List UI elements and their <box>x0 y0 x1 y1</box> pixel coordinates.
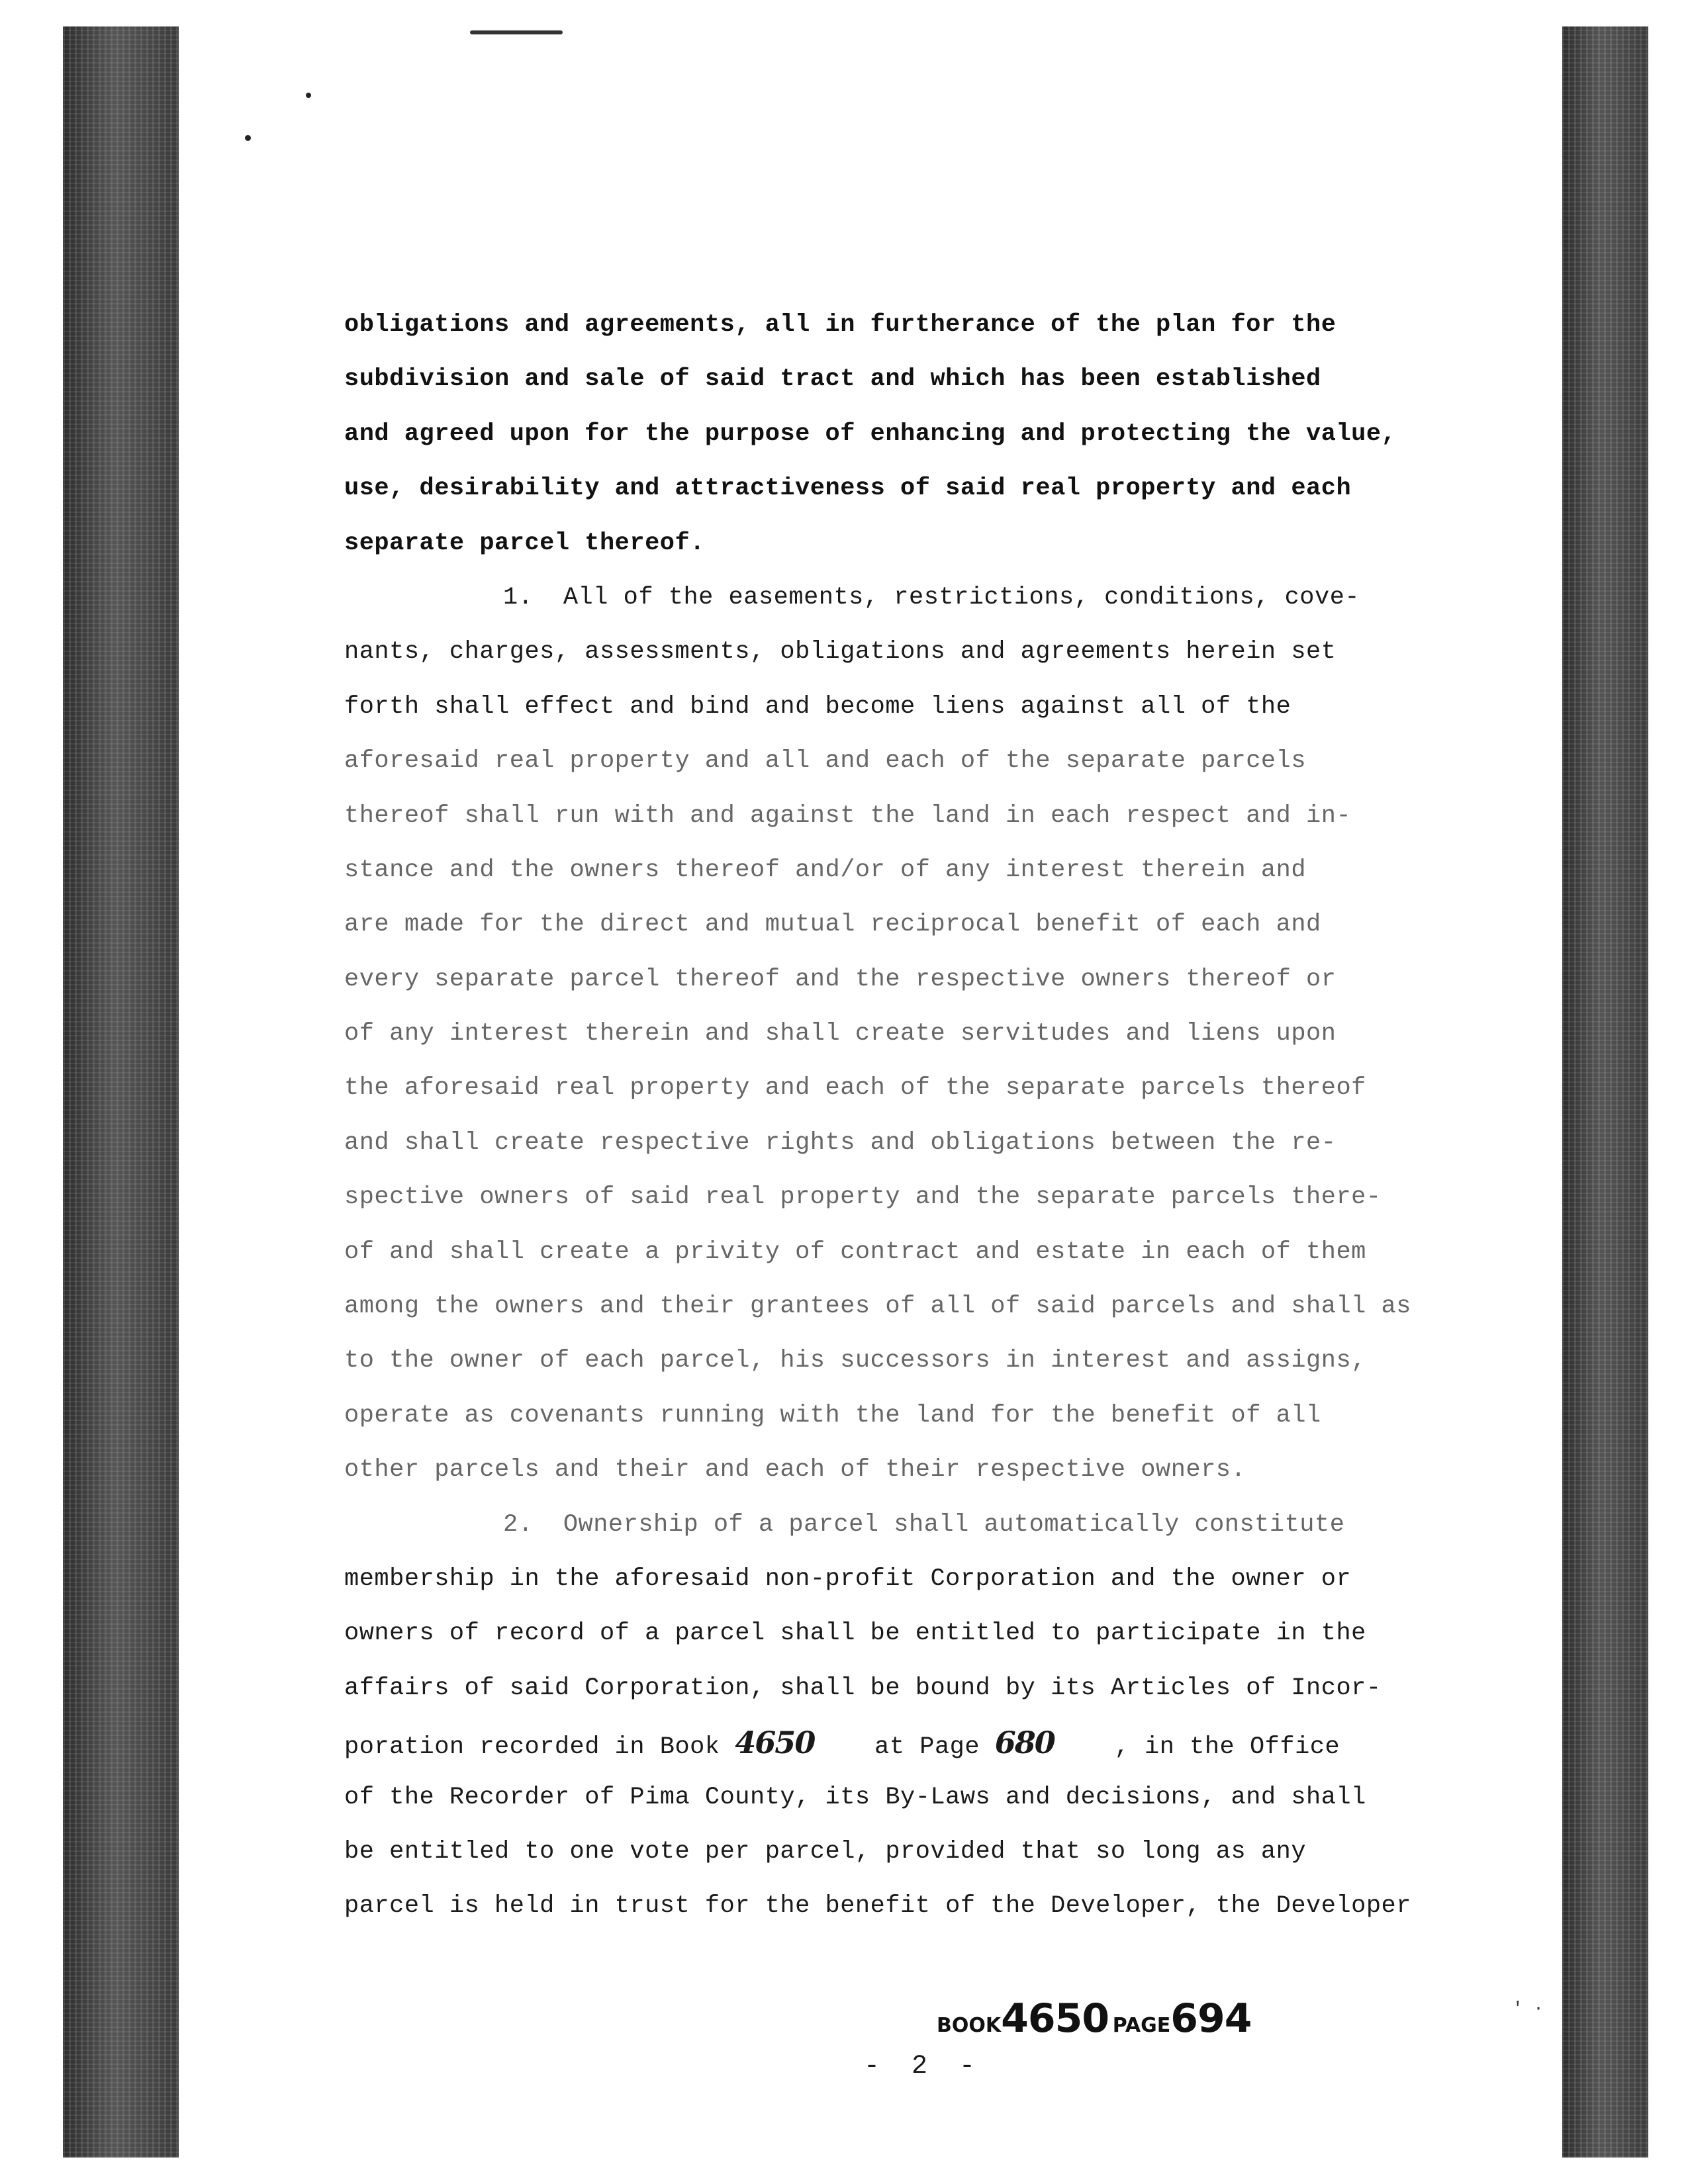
handwritten-entry: 4650 <box>735 1725 815 1761</box>
text-segment: use, desirability and attractiveness of said real property and each <box>344 475 1352 503</box>
text-segment: affairs of said Corporation, shall be bound by its Articles of Incor- <box>344 1674 1382 1702</box>
scan-speck <box>245 135 251 141</box>
text-segment: 1. All of the easements, restrictions, conditions, cove- <box>503 583 1360 612</box>
text-line <box>344 734 1509 788</box>
scan-mark-top <box>470 30 563 34</box>
text-line <box>344 1498 1509 1552</box>
text-segment: other parcels and their and each of their respective owners. <box>344 1456 1246 1484</box>
text-segment: to the owner of each parcel, his successors in interest and assigns, <box>344 1347 1366 1375</box>
text-line <box>344 1825 1509 1879</box>
text-segment: separate parcel thereof. <box>344 529 705 557</box>
text-segment: obligations and agreements, all in furtherance of the plan for the <box>344 311 1336 339</box>
text-line <box>344 570 1509 625</box>
text-line <box>344 516 1509 570</box>
text-segment: owners of record of a parcel shall be entitled to participate in the <box>344 1619 1366 1648</box>
stamp-book-label: BOOK <box>937 2014 1002 2037</box>
text-segment: membership in the aforesaid non-profit Corporation and the owner or <box>344 1565 1352 1593</box>
text-line <box>344 1007 1509 1061</box>
text-segment: aforesaid real property and all and each of the separate parcels <box>344 747 1307 776</box>
handwritten-entry: 680 <box>994 1725 1055 1761</box>
text-line <box>344 1225 1509 1279</box>
text-line <box>344 352 1509 406</box>
text-line <box>344 461 1509 516</box>
text-segment: operate as covenants running with the land for the benefit of all <box>344 1401 1321 1430</box>
stamp-page-label: PAGE <box>1112 2014 1171 2037</box>
page-number: - 2 - <box>864 2052 984 2081</box>
text-segment: stance and the owners thereof and/or of any interest therein and <box>344 856 1307 884</box>
text-line <box>344 1715 1509 1770</box>
text-line <box>344 1116 1509 1170</box>
scan-border-left <box>63 26 179 2158</box>
text-line <box>344 1388 1509 1443</box>
stamp-book-number: 4650 <box>1001 1995 1109 2042</box>
text-segment: of the Recorder of Pima County, its By-Laws and decisions, and shall <box>344 1783 1366 1811</box>
text-line <box>344 1661 1509 1715</box>
scan-border-right <box>1562 26 1648 2158</box>
text-segment: of and shall create a privity of contract and estate in each of them <box>344 1238 1366 1266</box>
text-line <box>344 298 1509 352</box>
text-line <box>344 680 1509 734</box>
text-segment: every separate parcel thereof and the respective owners thereof or <box>344 965 1336 993</box>
text-segment: among the owners and their grantees of all of said parcels and shall as <box>344 1293 1411 1321</box>
text-line <box>344 1552 1509 1606</box>
text-segment: at Page <box>814 1733 995 1762</box>
text-segment: of any interest therein and shall create servitudes and liens upon <box>344 1020 1336 1048</box>
text-segment: forth shall effect and bind and become liens against all of the <box>344 692 1291 721</box>
text-segment: , in the Office <box>1054 1733 1340 1762</box>
text-line <box>344 843 1509 897</box>
text-segment: nants, charges, assessments, obligations and agreements herein set <box>344 638 1336 666</box>
document-body <box>344 298 1509 1934</box>
text-segment: spective owners of said real property and the separate parcels there- <box>344 1183 1382 1212</box>
scan-speck <box>306 93 311 98</box>
text-segment: parcel is held in trust for the benefit of the Developer, the Developer <box>344 1892 1411 1921</box>
text-segment: 2. Ownership of a parcel shall automatically constitute <box>503 1510 1345 1539</box>
text-line <box>344 1879 1509 1933</box>
text-line <box>344 1770 1509 1825</box>
text-line <box>344 1061 1509 1115</box>
text-segment: be entitled to one vote per parcel, provided that so long as any <box>344 1837 1307 1866</box>
text-line <box>344 1334 1509 1388</box>
text-segment: the aforesaid real property and each of the separate parcels thereof <box>344 1074 1366 1103</box>
text-line <box>344 789 1509 843</box>
text-line <box>344 407 1509 461</box>
text-line <box>344 625 1509 679</box>
text-line <box>344 1279 1509 1334</box>
scan-mark-corner: ' · <box>1513 1999 1544 2019</box>
text-segment: thereof shall run with and against the land in each respect and in- <box>344 801 1352 830</box>
text-segment: and shall create respective rights and obligations between the re- <box>344 1128 1336 1157</box>
text-segment: subdivision and sale of said tract and which has been established <box>344 365 1321 394</box>
text-line <box>344 1170 1509 1224</box>
stamp-page-number: 694 <box>1170 1995 1252 2042</box>
text-segment: poration recorded in Book <box>344 1733 735 1762</box>
text-line <box>344 952 1509 1007</box>
text-segment: and agreed upon for the purpose of enhancing and protecting the value, <box>344 420 1397 448</box>
text-segment: are made for the direct and mutual reciprocal benefit of each and <box>344 911 1321 939</box>
text-line <box>344 897 1509 952</box>
book-page-stamp <box>937 1995 1252 2042</box>
text-line <box>344 1443 1509 1497</box>
text-line <box>344 1606 1509 1661</box>
